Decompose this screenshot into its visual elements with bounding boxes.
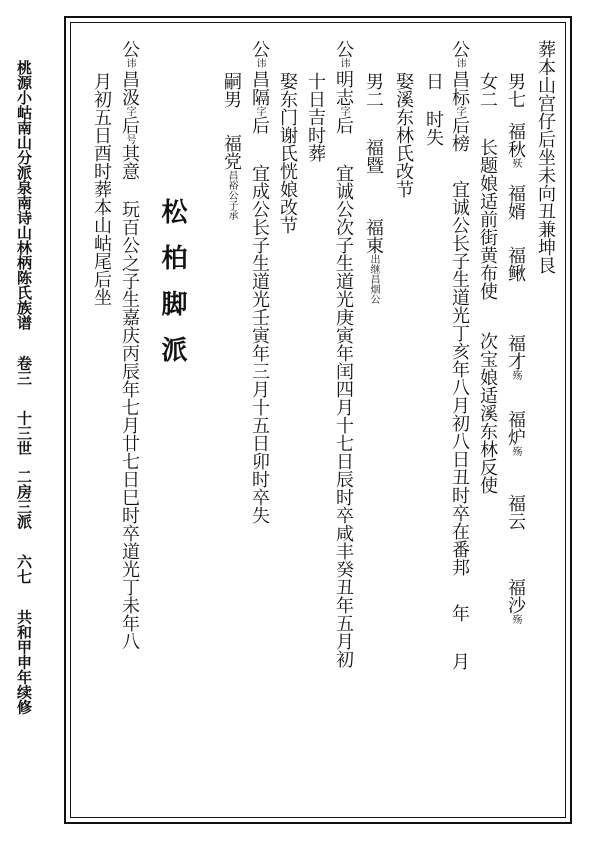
son-name: 福沙 [505,578,526,614]
column-11 [250,40,268,524]
section-heading [154,198,191,382]
son-name: 福炉 [505,410,526,446]
column-9 [306,72,324,162]
son-note: 出继昌烟公 [368,254,379,304]
son-name: 福東 [363,218,384,254]
date-unit: 日 [423,72,444,90]
heading-text: 松柏脚派 [157,198,187,382]
column-2 [506,72,524,624]
son-note: 殇 [510,370,521,380]
burial-text: 葬本山宫仔后坐未向丑兼坤艮 [535,40,556,274]
person-name: 昌标 [449,70,470,106]
volume-label: 卷三 [15,355,33,386]
marriage-text: 娶东门谢氏恍娘改节 [277,72,298,234]
column-10 [278,72,296,234]
style-label: 字 [124,106,135,116]
heir-label: 嗣男 [221,72,242,108]
column-3 [478,72,496,494]
daughter-entry: 长题娘适前街黄布使 [477,138,498,300]
burial-text: 月初五日酉时葬本山岵尾后坐 [91,72,112,306]
taboo-label: 讳 [338,58,349,68]
generation-label: 十三世 [15,410,33,456]
person-name: 昌汲 [119,70,140,106]
son-note: 殀 [510,158,521,168]
person-name: 明志 [333,70,354,106]
entry-marker: 公 [449,40,470,58]
alias-label: 号 [124,134,135,144]
biography-text: 宜诚公长子生道光丁亥年八月初八日丑时卒在番邦 [449,180,470,576]
sons-label: 男二 [363,72,384,108]
book-title: 桃源小岵南山分派泉南诗山林柄陈氏族谱 [15,60,33,330]
entry-marker: 公 [333,40,354,58]
son-note: 殇 [510,614,521,624]
column-8 [334,40,352,668]
heir-name: 福党 [221,134,242,170]
style-name: 后 [119,116,140,134]
biography-text: 宜成公长子生道光壬寅年三月十五日卯时卒失 [249,164,270,524]
heir-note: 昌裕公子承 [226,170,237,220]
column-1 [536,40,554,274]
burial-text: 十日吉时葬 [305,72,326,162]
margin-header [16,60,31,714]
column-14 [92,72,110,306]
person-name: 昌隔 [249,70,270,106]
style-label: 字 [338,106,349,116]
style-name: 后榜 [449,116,470,152]
taboo-label: 讳 [454,58,465,68]
daughter-entry: 次宝娘适溪东林反使 [477,332,498,494]
marriage-text: 娶溪东林氏改节 [393,72,414,198]
column-7 [364,72,382,304]
branch-label: 二房三派 [15,468,33,529]
column-5 [424,72,442,146]
taboo-label: 讳 [254,58,265,68]
son-name: 福云 [505,494,526,530]
column-12 [222,72,240,220]
edition-label: 共和甲申年续修 [15,609,33,715]
column-6 [394,72,412,198]
date-unit: 年 [449,604,470,622]
biography-text: 宜诚公次子生道光庚寅年闰四月十七日辰时卒咸丰癸丑年五月初 [333,164,354,668]
date-unit: 月 [449,652,470,670]
style-label: 字 [254,106,265,116]
column-4 [450,40,468,670]
time-note: 时失 [423,110,444,146]
son-name: 福秋 [505,122,526,158]
style-label: 字 [454,106,465,116]
biography-text: 玩百公之子生嘉庆丙辰年七月廿七日巳时卒道光丁未年八 [119,200,140,650]
sons-label: 男七 [505,72,526,108]
son-name: 福暨 [363,138,384,174]
entry-marker: 公 [119,40,140,58]
son-name: 福才 [505,334,526,370]
style-name: 后 [249,116,270,134]
son-name: 福鳅 [505,246,526,282]
page-number: 六七 [15,553,33,584]
style-name: 后 [333,116,354,134]
entry-marker: 公 [249,40,270,58]
son-name: 福婿 [505,184,526,220]
column-13 [120,40,138,650]
alias-name: 其意 [119,144,140,180]
daughters-label: 女二 [477,72,498,108]
son-note: 殇 [510,446,521,456]
taboo-label: 讳 [124,58,135,68]
